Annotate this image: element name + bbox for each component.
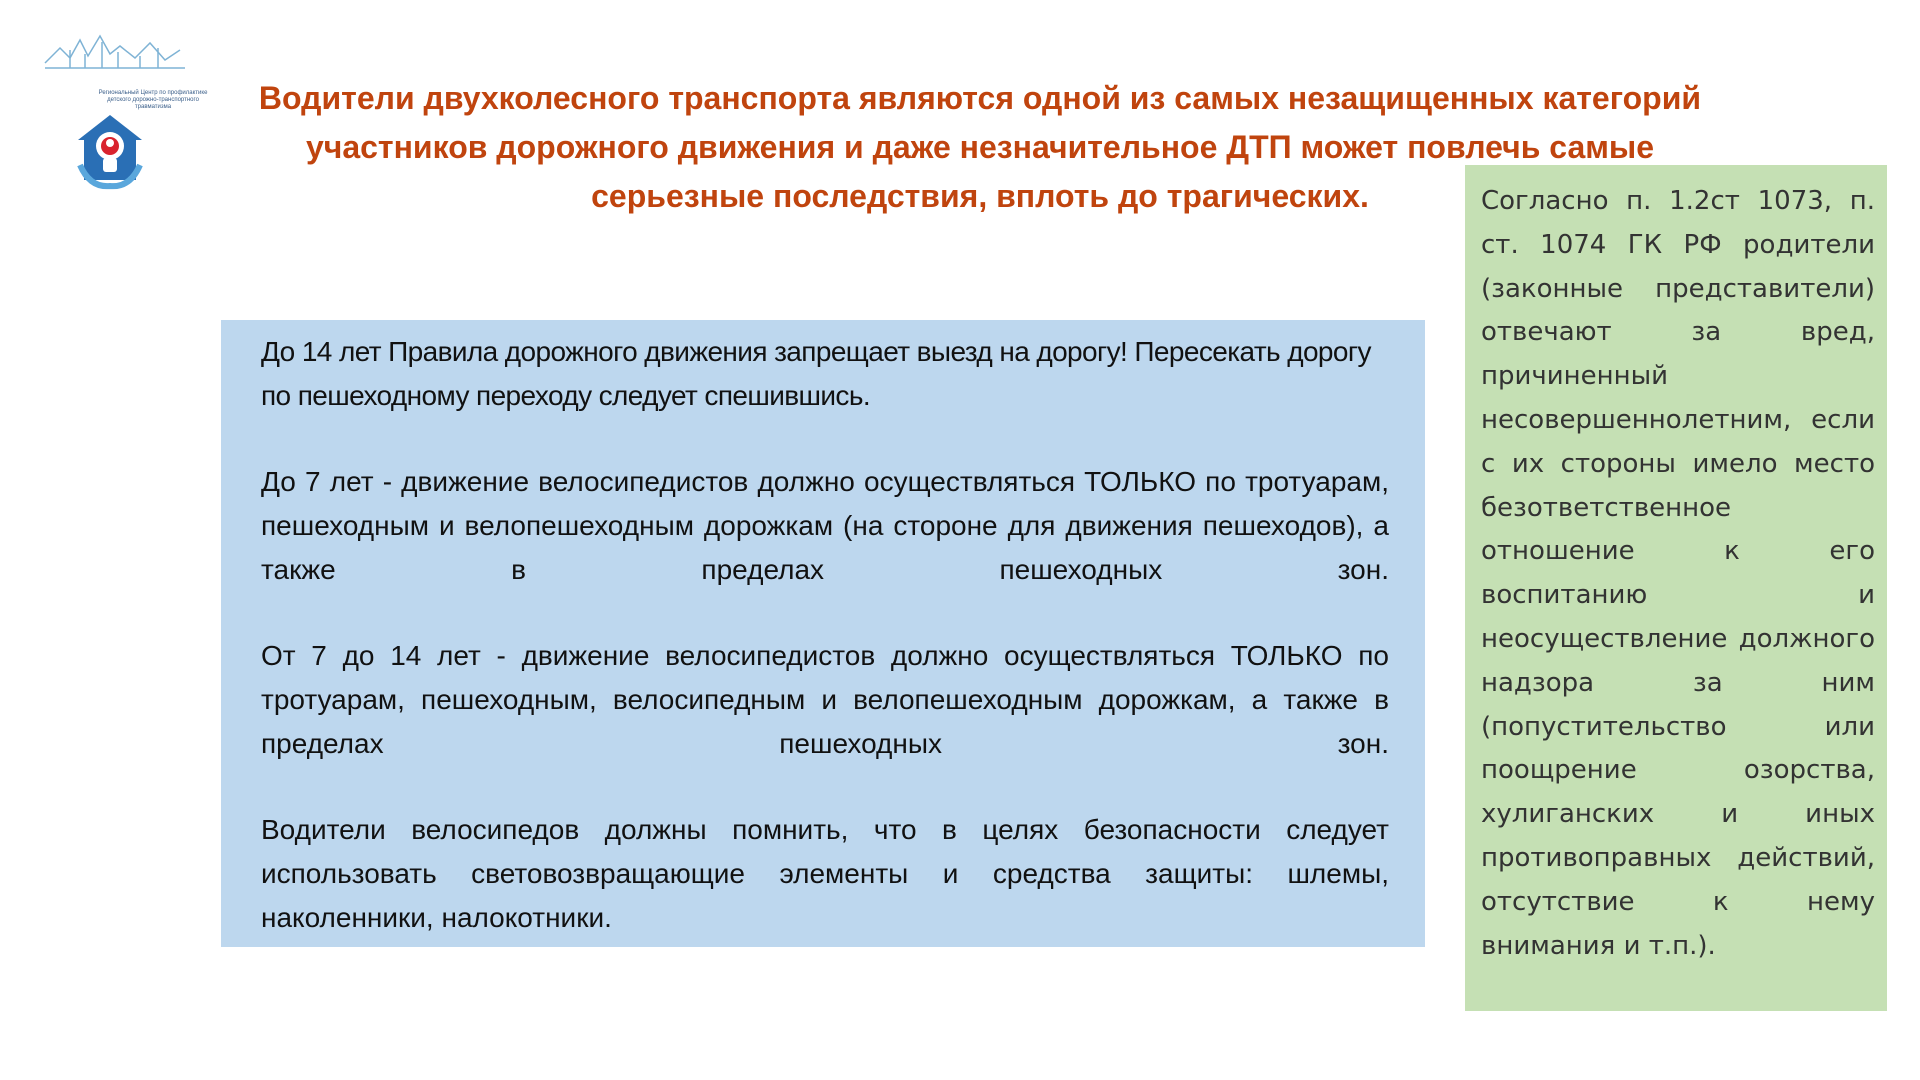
parental-liability-panel	[1465, 165, 1887, 1011]
title-line: участников дорожного движения и даже незначительное ДТП может повлечь самые	[305, 129, 1655, 165]
rule-paragraph-under-7: До 7 лет - движение велосипедистов должно осуществляться ТОЛЬКО по тротуарам, пешеходным и велопешеходным дорожкам (на стороне для движения пешеходов), а также в пределах пешеходных зон.	[261, 466, 1389, 585]
title-line: серьезные последствия, вплоть до трагических.	[591, 178, 1369, 214]
liability-text: Согласно п. 1.2ст 1073, п. ст. 1074 ГК РФ родители (законные представители) отвечают за вред, причиненный несовершеннолетним, если с их стороны имело место безответственное отношение к его воспитанию и неосуществление должного надзора за ним (попустительство или поощрение озорства, хулиганских и иных противоправных действий, отсутствие к нему внимания и т.п.).	[1481, 186, 1875, 961]
rule-paragraph-7-to-14: От 7 до 14 лет - движение велосипедистов должно осуществляться ТОЛЬКО по тротуарам, пешеходным, велосипедным и велопешеходным дорожкам, а также в пределах пешеходных зон.	[261, 640, 1389, 759]
rule-paragraph-safety-equipment: Водители велосипедов должны помнить, что в целях безопасности следует использовать световозвращающие элементы и средства защиты: шлемы, наколенники, налокотники.	[261, 814, 1389, 933]
title-line: Водители двухколесного транспорта являются одной из самых незащищенных категорий	[258, 80, 1702, 116]
logo-caption: Региональный Центр по профилактике детского дорожно-транспортного травматизма	[98, 90, 208, 110]
organization-logo	[40, 28, 208, 198]
family-shield-icon	[70, 110, 150, 190]
rule-paragraph-under-14: До 14 лет Правила дорожного движения запрещает выезд на дорогу! Пересекать дорогу по пешеходному переходу следует спешившись.	[261, 336, 1371, 411]
age-rules-panel	[221, 320, 1425, 947]
